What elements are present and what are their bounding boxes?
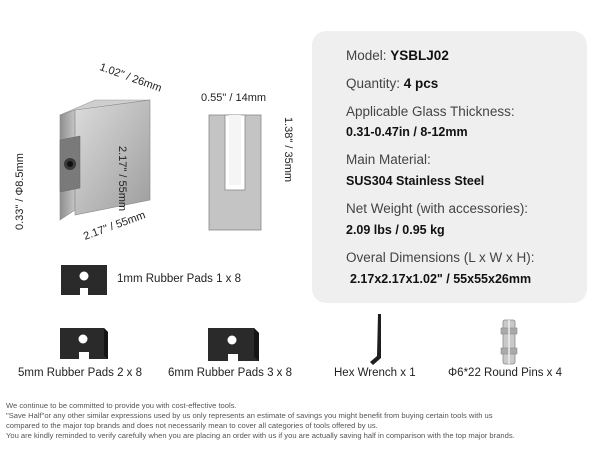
spec-model-label: Model:: [346, 48, 387, 63]
spec-quantity-label: Quantity:: [346, 76, 401, 91]
disclaimer-line-2: "Save Half"or any other similar expressions used by us only represents an estimate of savings you might benefit from buying certain tools with us: [6, 411, 493, 420]
spec-material-value: SUS304 Stainless Steel: [346, 174, 485, 188]
spec-weight-label: Net Weight (with accessories):: [346, 201, 529, 216]
spec-panel: [312, 31, 587, 303]
glass-clamp-side-illustration: [205, 110, 265, 235]
spec-quantity: [346, 76, 438, 91]
spec-glass-label: Applicable Glass Thickness:: [346, 104, 515, 119]
dim-depth: 1.02" / 26mm: [97, 61, 164, 95]
round-pins-label: Φ6*22 Round Pins x 4: [448, 367, 563, 379]
disclaimer-line-4: You are kindly reminded to verify carefully when you are placing an order with us if you are actually saving half in comparison with the top major brands.: [6, 431, 515, 440]
disclaimer-line-3: compared to the major top brands and does not necessarily mean to cover all categories of tools offered by us.: [6, 421, 378, 430]
dim-width-bottom: 2.17" / 55mm: [81, 209, 148, 243]
rubber-pad-5mm-icon: [57, 323, 111, 363]
dim-hole: 0.33" / Φ8.5mm: [14, 153, 26, 230]
spec-model-value: YSBLJ02: [390, 48, 449, 63]
rubber-pad-1mm-icon: [58, 262, 110, 298]
spec-material-label: Main Material:: [346, 152, 431, 167]
spec-model: [346, 48, 449, 63]
hex-wrench-icon: [364, 312, 390, 368]
rubber-pad-5mm-label: 5mm Rubber Pads 2 x 8: [18, 367, 143, 379]
disclaimer-line-1: We continue to be committed to provide you with cost-effective tools.: [6, 401, 237, 410]
spec-weight-value: 2.09 lbs / 0.95 kg: [346, 223, 445, 237]
dim-height-front: 2.17" / 55mm: [116, 146, 128, 212]
hex-wrench-label: Hex Wrench x 1: [334, 367, 416, 379]
rubber-pad-1mm-label: 1mm Rubber Pads 1 x 8: [117, 273, 242, 285]
spec-overall-value: 2.17x2.17x1.02" / 55x55x26mm: [350, 272, 532, 286]
dim-slot-height: 1.38" / 35mm: [282, 117, 294, 183]
spec-quantity-value: 4 pcs: [403, 76, 439, 91]
spec-glass-value: 0.31-0.47in / 8-12mm: [346, 125, 468, 139]
dim-slot-width: 0.55" / 14mm: [201, 92, 267, 104]
round-pin-icon: [494, 318, 524, 366]
rubber-pad-6mm-icon: [205, 323, 263, 365]
spec-overall-label: Overal Dimensions (L x W x H):: [346, 250, 535, 265]
rubber-pad-6mm-label: 6mm Rubber Pads 3 x 8: [168, 367, 293, 379]
